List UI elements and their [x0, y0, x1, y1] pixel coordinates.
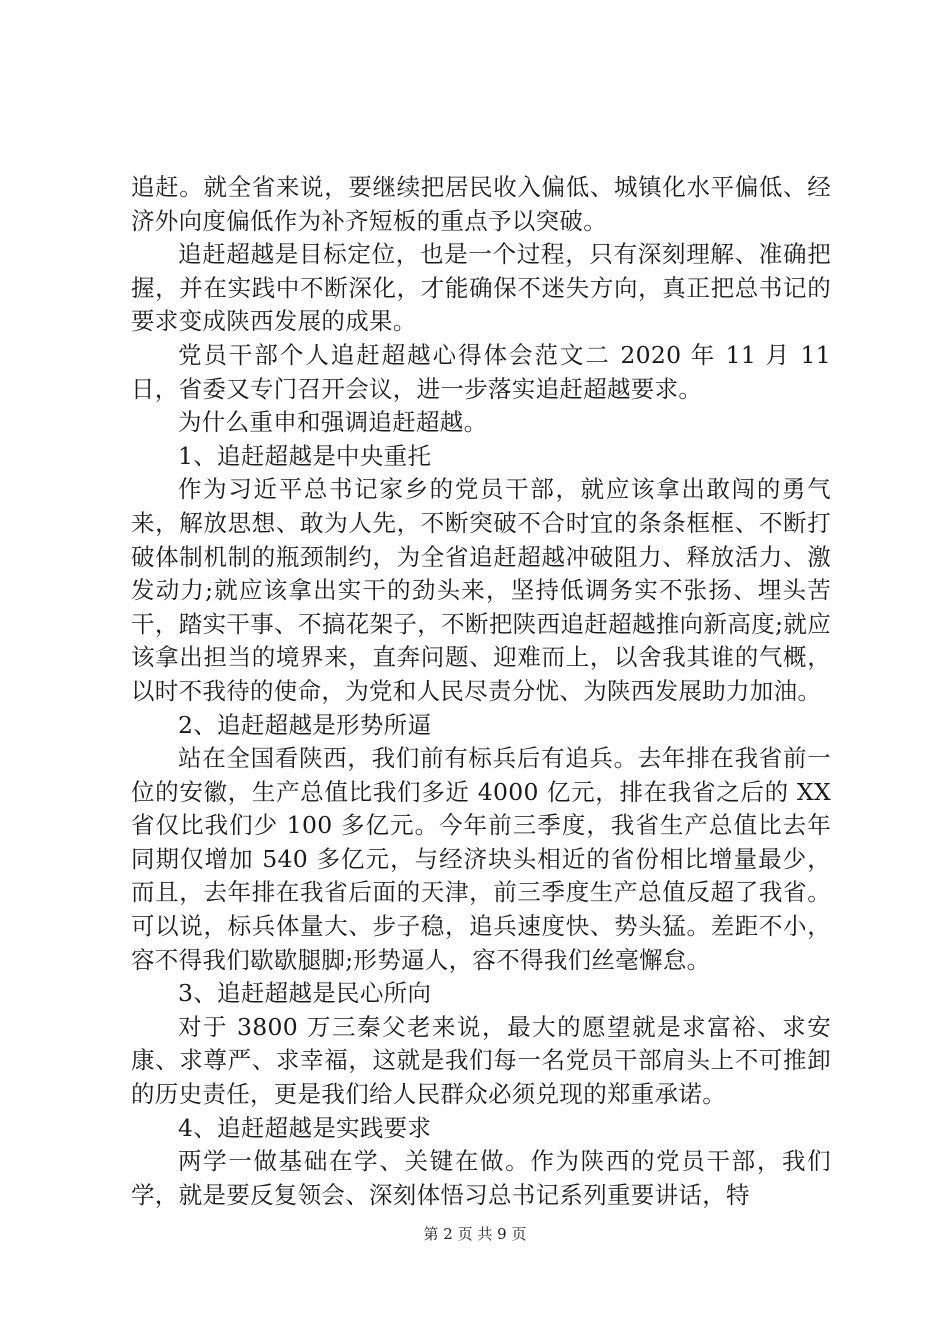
- section-heading-3: 3、追赶超越是民心所向: [178, 979, 432, 1008]
- paragraph-6: 站在全国看陕西，我们前有标兵后有追兵。去年排在我省前一位的安徽，生产总值比我们多近 4000 亿元，排在我省之后的 XX 省仅比我们少 100 多亿元。今年前三季度，我省生产总值比去年同期仅增加 540 多亿元，与经济块头相近的省份相比增量最少，而且，去年排在我省后面的天津，前三季度生产总值反超了我省。可以说，标兵体量大、步子稳，追兵速度快、势头猛。差距不小，容不得我们歇歇腿脚;形势逼人，容不得我们丝毫懈怠。: [131, 744, 831, 974]
- paragraph-4: 为什么重申和强调追赶超越。: [178, 408, 488, 437]
- paragraph-3: 党员干部个人追赶超越心得体会范文二 2020 年 11 月 11 日，省委又专门召开会议，进一步落实追赶超越要求。: [131, 340, 831, 403]
- section-heading-2: 2、追赶超越是形势所逼: [178, 710, 432, 739]
- section-heading-1: 1、追赶超越是中央重托: [178, 441, 432, 470]
- document-body: [131, 171, 831, 1212]
- paragraph-7: 对于 3800 万三秦父老来说，最大的愿望就是求富裕、求安康、求尊严、求幸福，这就是我们每一名党员干部肩头上不可推卸的历史责任，更是我们给人民群众必须兑现的郑重承诺。: [131, 1012, 831, 1109]
- paragraph-8: 两学一做基础在学、关键在做。作为陕西的党员干部，我们学，就是要反复领会、深刻体悟习总书记系列重要讲话，特: [131, 1147, 831, 1209]
- paragraph-2: 追赶超越是目标定位，也是一个过程，只有深刻理解、准确把握，并在实践中不断深化，才能确保不迷失方向，真正把总书记的要求变成陕西发展的成果。: [131, 240, 831, 336]
- paragraph-1: 追赶。就全省来说，要继续把居民收入偏低、城镇化水平偏低、经济外向度偏低作为补齐短板的重点予以突破。: [131, 173, 831, 235]
- page-number-footer: 第 2 页 共 9 页: [423, 1225, 527, 1243]
- section-heading-4: 4、追赶超越是实践要求: [178, 1113, 432, 1142]
- paragraph-5: 作为习近平总书记家乡的党员干部，就应该拿出敢闯的勇气来，解放思想、敢为人先，不断突破不合时宜的条条框框、不断打破体制机制的瓶颈制约，为全省追赶超越冲破阻力、释放活力、激发动力;就应该拿出实干的劲头来，坚持低调务实不张扬、埋头苦干，踏实干事、不搞花架子，不断把陕西追赶超越推向新高度;就应该拿出担当的境界来，直奔问题、迎难而上，以舍我其谁的气概，以时不我待的使命，为党和人民尽责分忧、为陕西发展助力加油。: [131, 475, 831, 705]
